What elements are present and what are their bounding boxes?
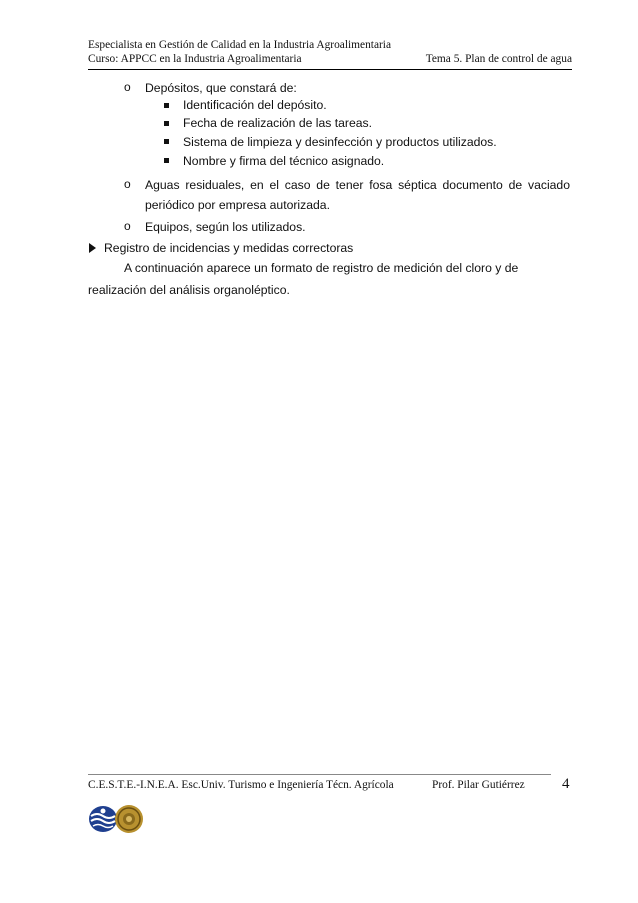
square-bullet-icon	[164, 103, 169, 108]
header-divider	[88, 69, 572, 70]
arrow-bullet-icon	[89, 243, 96, 253]
sub-list-item: Nombre y firma del técnico asignado.	[183, 154, 385, 168]
section-registro: Registro de incidencias y medidas correctoras	[104, 241, 354, 255]
list-item-depositos: Depósitos, que constará de:	[145, 81, 297, 95]
circle-bullet-icon: o	[124, 177, 131, 191]
ceste-logo-icon	[88, 802, 144, 836]
page-number: 4	[562, 776, 570, 792]
footer-divider	[88, 774, 551, 775]
circle-bullet-icon: o	[124, 219, 131, 233]
footer-institution: C.E.S.T.E.-I.N.E.A. Esc.Univ. Turismo e Ingeniería Técn. Agrícola	[88, 779, 394, 791]
sub-list-item: Identificación del depósito.	[183, 98, 327, 112]
paragraph-line: realización del análisis organoléptico.	[88, 283, 290, 297]
square-bullet-icon	[164, 158, 169, 163]
list-item-equipos: Equipos, según los utilizados.	[145, 220, 306, 234]
square-bullet-icon	[164, 121, 169, 126]
footer-author: Prof. Pilar Gutiérrez	[432, 779, 525, 791]
list-item-aguas-cont: periódico por empresa autorizada.	[145, 198, 330, 212]
list-item-aguas: Aguas residuales, en el caso de tener fosa séptica documento de vaciado	[145, 178, 570, 192]
header-title: Especialista en Gestión de Calidad en la Industria Agroalimentaria	[88, 39, 392, 51]
header-row	[88, 52, 572, 66]
header-course: Curso: APPCC en la Industria Agroalimentaria	[88, 53, 302, 65]
header-topic: Tema 5. Plan de control de agua	[425, 53, 572, 65]
sub-list-item: Fecha de realización de las tareas.	[183, 116, 373, 130]
paragraph-line: A continuación aparece un formato de registro de medición del cloro y de	[124, 261, 519, 275]
page-header	[88, 38, 572, 66]
sub-list-item: Sistema de limpieza y desinfección y productos utilizados.	[183, 135, 497, 149]
square-bullet-icon	[164, 139, 169, 144]
circle-bullet-icon: o	[124, 80, 131, 94]
institution-logos	[88, 802, 144, 836]
